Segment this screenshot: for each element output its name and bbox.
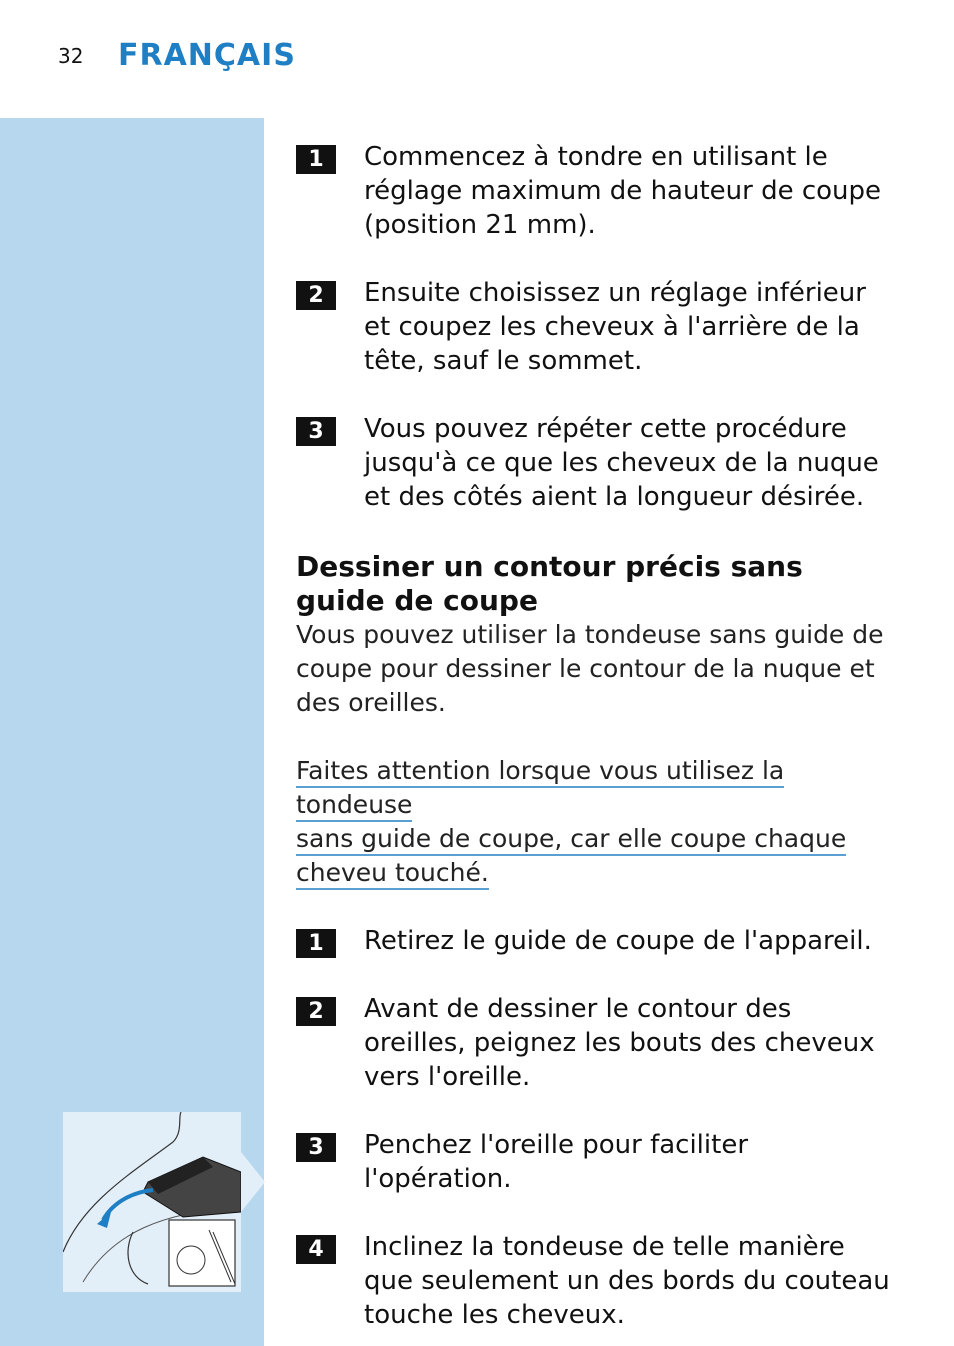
step-item bbox=[296, 1230, 896, 1332]
section-intro: Vous pouvez utiliser la tondeuse sans guide de coupe pour dessiner le contour de la nuque et des oreilles. bbox=[296, 620, 884, 717]
step-number: 2 bbox=[296, 281, 336, 310]
section-heading: Dessiner un contour précis sans guide de coupe bbox=[296, 550, 803, 617]
step-item bbox=[296, 1128, 896, 1196]
step-text: Retirez le guide de coupe de l'appareil. bbox=[364, 926, 872, 956]
pointer-arrow-icon bbox=[241, 1152, 265, 1212]
step-item bbox=[296, 276, 896, 378]
step-item bbox=[296, 412, 896, 514]
step-item bbox=[296, 140, 896, 242]
step-text: Ensuite choisissez un réglage inférieur et coupez les cheveux à l'arrière de la tête, sauf le sommet. bbox=[364, 278, 866, 376]
warning-note bbox=[296, 754, 896, 890]
step-text: Penchez l'oreille pour faciliter l'opération. bbox=[364, 1130, 749, 1194]
warning-line: Faites attention lorsque vous utilisez la tondeuse bbox=[296, 756, 784, 822]
step-number: 2 bbox=[296, 997, 336, 1026]
trimmer-illustration bbox=[63, 1112, 241, 1292]
step-number: 3 bbox=[296, 417, 336, 446]
step-text: Commencez à tondre en utilisant le réglage maximum de hauteur de coupe (position 21 mm). bbox=[364, 142, 882, 240]
step-text: Vous pouvez répéter cette procédure jusqu'à ce que les cheveux de la nuque et des côtés aient la longueur désirée. bbox=[364, 414, 879, 512]
page-number: 32 bbox=[58, 44, 84, 68]
language-title: FRANÇAIS bbox=[118, 38, 296, 73]
warning-line: cheveu touché. bbox=[296, 858, 489, 890]
step-number: 3 bbox=[296, 1133, 336, 1162]
warning-line: sans guide de coupe, car elle coupe chaque bbox=[296, 824, 846, 856]
step-text: Inclinez la tondeuse de telle manière que seulement un des bords du couteau touche les cheveux. bbox=[364, 1232, 890, 1330]
trimmer-ear-icon bbox=[63, 1112, 241, 1292]
step-text: Avant de dessiner le contour des oreilles, peignez les bouts des cheveux vers l'oreille. bbox=[364, 994, 875, 1092]
step-number: 1 bbox=[296, 929, 336, 958]
step-number: 4 bbox=[296, 1235, 336, 1264]
step-item bbox=[296, 924, 896, 958]
main-content bbox=[296, 140, 896, 1332]
step-item bbox=[296, 992, 896, 1094]
step-number: 1 bbox=[296, 145, 336, 174]
